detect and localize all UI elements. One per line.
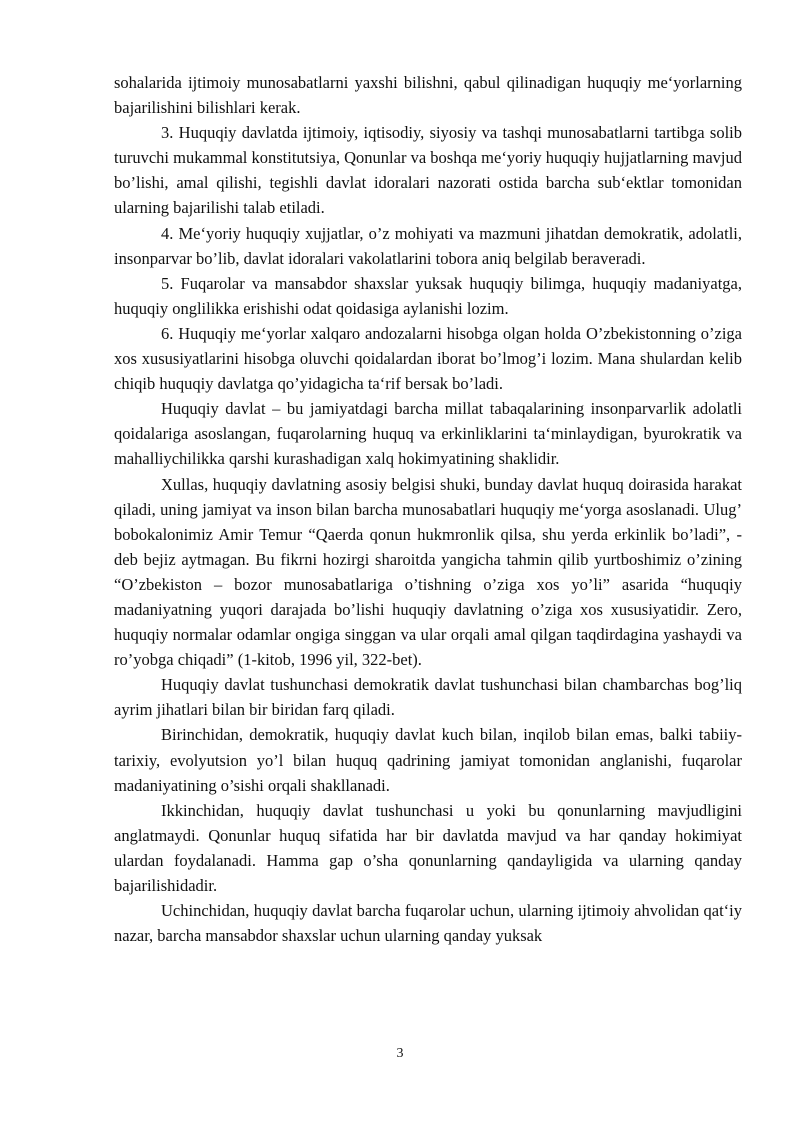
paragraph-item-6: 6. Huquqiy me‘yorlar xalqaro andozalarni hisobga olgan holda O’zbekistonning o’ziga xos xususiyatlarini hisobga oluvchi qoidalardan iborat bo’lmog’i lozim. Mana shulardan kelib chiqib huquqiy davlatga qo’yidagicha ta‘rif bersak bo’ladi. bbox=[114, 323, 742, 394]
paragraph-definition: Huquqiy davlat – bu jamiyatdagi barcha millat tabaqalarining insonparvarlik adolatli qoidalariga asoslangan, fuqarolarning huquq va erkinliklarini ta‘minlaydigan, byurokratik va mahalliychilikka qarshi kurashadigan xalq hokimyatining shaklidir. bbox=[114, 399, 742, 469]
paragraph-item-5: 5. Fuqarolar va mansabdor shaxslar yuksak huquqiy bilimga, huquqiy madaniyatga, huquqiy onglilikka erishishi odat qoidasiga aylanishi lozim. bbox=[114, 273, 742, 318]
paragraph-first: Birinchidan, demokratik, huquqiy davlat kuch bilan, inqilob bilan emas, balki tabiiy-tarixiy, evolyutsion yo’l bilan huquq qadrining jamiyat tomonidan anglanishi, fuqarolar madaniyatining o’sishi orqali shakllanadi. bbox=[114, 725, 742, 795]
paragraph-second: Ikkinchidan, huquqiy davlat tushunchasi u yoki bu qonunlarning mavjudligini anglatmaydi. Qonunlar huquq sifatida har bir davlatda mavjud va har qanday hokimiyat ulardan foydalanadi. Hamma gap o’sha qonunlarning qandayligida va ularning qanday bajarilishidadir. bbox=[114, 800, 742, 895]
paragraph-third: Uchinchidan, huquqiy davlat barcha fuqarolar uchun, ularning ijtimoiy ahvolidan qat‘iy nazar, barcha mansabdor shaxslar uchun ularning qanday yuksak bbox=[114, 901, 742, 946]
paragraph-conclusion: Xullas, huquqiy davlatning asosiy belgisi shuki, bunday davlat huquq doirasida harakat qiladi, uning jamiyat va inson bilan barcha munosabatlari huquqiy me‘yorga asoslanadi. Ulug’ bobokalonimiz Amir Temur “Qaerda qonun hukmronlik qilsa, shu yerda erkinlik bo’ladi”, - deb bejiz aytmagan. Bu fikrni hozirgi sharoitda yangicha tahmin qilib yurtboshimiz o’zining “O’zbekiston – bozor munosabatlariga o’tishning o’ziga xos yo’li” asarida “huquqiy madaniyatning yuqori darajada bo’lishi huquqiy davlatning o’ziga xos xususiyatidir. Zero, huquqiy normalar odamlar ongiga singgan va ular orqali amal qilgan taqdirdagina yashaydi va ro’yobga chiqadi” (1-kitob, 1996 yil, 322-bet). bbox=[114, 474, 742, 670]
paragraph-continuation: sohalarida ijtimoiy munosabatlarni yaxshi bilishni, qabul qilinadigan huquqiy me‘yorlarning bajarilishini bilishlari kerak. bbox=[114, 73, 742, 118]
page-number: 3 bbox=[396, 1046, 404, 1061]
paragraph-item-3: 3. Huquqiy davlatda ijtimoiy, iqtisodiy, siyosiy va tashqi munosabatlarni tartibga solib turuvchi mukammal konstitutsiya, Qonunlar va boshqa me‘yoriy huquqiy hujjatlarning mavjud bo’lishi, amal qilishi, tegishli davlat idoralari nazorati ostida barcha sub‘ektlar tomonidan ularning bajarilishi talab etiladi. bbox=[114, 123, 742, 218]
document-body bbox=[114, 70, 742, 948]
paragraph-item-4: 4. Me‘yoriy huquqiy xujjatlar, o’z mohiyati va mazmuni jihatdan demokratik, adolatli, insonparvar bo’lib, davlat idoralari vakolatlarini tobora aniq belgilab beraveradi. bbox=[114, 223, 742, 268]
paragraph-comparison: Huquqiy davlat tushunchasi demokratik davlat tushunchasi bilan chambarchas bog’liq ayrim jihatlari bilan bir biridan farq qiladi. bbox=[114, 675, 742, 720]
